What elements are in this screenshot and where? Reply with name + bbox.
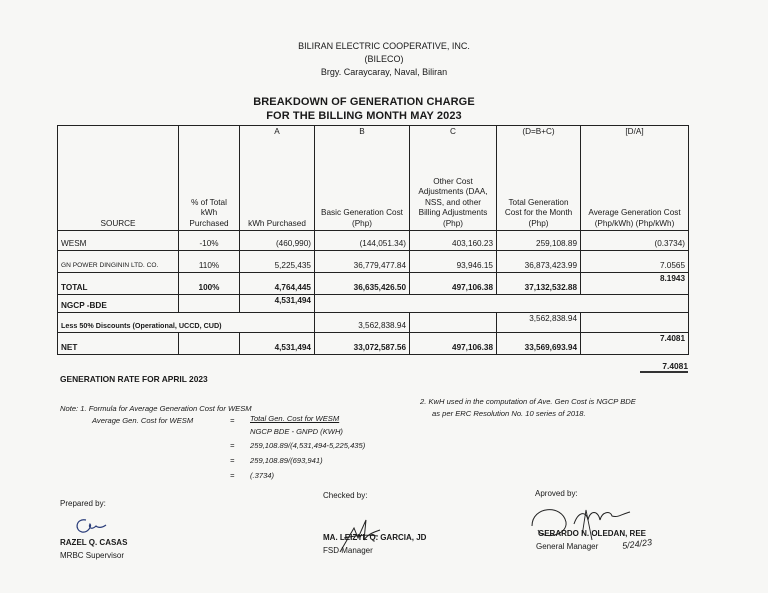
- cell-empty: [315, 295, 689, 313]
- note-1-step-1: 259,108.89/(4,531,494-5,225,435): [250, 441, 366, 450]
- cell-source: Less 50% Discounts (Operational, UCCD, CUD): [58, 313, 315, 333]
- cell-basic: (144,051.34): [315, 231, 410, 251]
- cell-total: 36,873,423.99: [497, 251, 581, 273]
- document-title: BREAKDOWN OF GENERATION CHARGE: [253, 96, 475, 108]
- checked-by-label: Checked by:: [323, 491, 368, 500]
- document-subtitle: FOR THE BILLING MONTH MAY 2023: [266, 110, 462, 122]
- approved-by-name: GERARDO N. OLEDAN, REE: [538, 529, 647, 538]
- approved-by-title: General Manager: [536, 542, 599, 551]
- generation-rate-label: GENERATION RATE FOR APRIL 2023: [60, 374, 208, 384]
- note-1-numerator: Total Gen. Cost for WESM: [250, 414, 340, 423]
- header-total: Total Generation Cost for the Month (Php): [497, 139, 581, 231]
- letter-cell-blank: [179, 126, 240, 231]
- cell-kwh: 4,531,494: [240, 333, 315, 355]
- table-row-ngcp: [58, 295, 689, 313]
- table-row-gnpower: [58, 251, 689, 273]
- checked-by-name: MA. LEIZYL Q. GARCIA, JD: [323, 533, 427, 542]
- header-kwh: kWh Purchased: [240, 139, 315, 231]
- cell-basic: 36,779,477.84: [315, 251, 410, 273]
- checked-by-title: FSD Manager: [323, 546, 373, 555]
- letter-cell-blank: [58, 126, 179, 231]
- cell-other: 497,106.38: [410, 273, 497, 295]
- header-other: Other Cost Adjustments (DAA, NSS, and other Billing Adjustments (Php): [410, 139, 497, 231]
- note-1-denominator: NGCP BDE - GNPD (KWH): [250, 427, 343, 436]
- header-source: SOURCE: [100, 218, 136, 228]
- org-address: Brgy. Caraycaray, Naval, Biliran: [320, 67, 448, 77]
- approved-by-label: Aproved by:: [535, 489, 578, 498]
- header-avg: Average Generation Cost (Php/kWh) (Php/kWh): [581, 139, 689, 231]
- org-abbr: (BILECO): [364, 54, 404, 64]
- cell-source: NGCP -BDE: [58, 295, 179, 313]
- table-row-total: [58, 273, 689, 295]
- cell-source: WESM: [58, 231, 179, 251]
- cell-empty: [581, 313, 689, 333]
- table-row-discount: [58, 313, 689, 333]
- note-1-label: Average Gen. Cost for WESM: [92, 416, 194, 425]
- cell-kwh: 5,225,435: [240, 251, 315, 273]
- cell-avg: 7.0565: [581, 251, 689, 273]
- letter-a: A: [240, 126, 315, 139]
- table-row-wesm: [58, 231, 689, 251]
- cell-pct: 100%: [179, 273, 240, 295]
- cell-kwh: 4,531,494: [240, 295, 315, 313]
- letter-b: B: [315, 126, 410, 139]
- cell-avg: 8.1943: [581, 273, 689, 295]
- cell-kwh: 4,764,445: [240, 273, 315, 295]
- cell-total: 259,108.89: [497, 231, 581, 251]
- letter-da: [D/A]: [581, 126, 689, 139]
- cell-empty: [179, 333, 240, 355]
- cell-avg: (0.3734): [581, 231, 689, 251]
- cell-source: GN POWER DINGININ LTD. CO.: [58, 251, 179, 273]
- cell-source: TOTAL: [58, 273, 179, 295]
- prepared-by-label: Prepared by:: [60, 499, 106, 508]
- cell-empty: [410, 313, 497, 333]
- note-1-step-3: (.3734): [250, 471, 275, 480]
- prepared-by-name: RAZEL Q. CASAS: [60, 538, 128, 547]
- note-1-equals: =: [230, 416, 235, 425]
- cell-total: 33,569,693.94: [497, 333, 581, 355]
- approved-date: 5/24/23: [621, 536, 653, 552]
- cell-empty: [179, 295, 240, 313]
- cell-kwh: (460,990): [240, 231, 315, 251]
- cell-basic: 3,562,838.94: [315, 313, 410, 333]
- header-basic: Basic Generation Cost (Php): [315, 139, 410, 231]
- cell-basic: 36,635,426.50: [315, 273, 410, 295]
- note-1-step-2: 259,108.89/(693,941): [250, 456, 323, 465]
- note-2-line-2: as per ERC Resolution No. 10 series of 2018.: [432, 409, 586, 418]
- cell-total: 3,562,838.94: [497, 313, 581, 333]
- cell-other: 497,106.38: [410, 333, 497, 355]
- generation-charge-table: [57, 125, 689, 355]
- column-letter-row: [58, 126, 689, 139]
- letter-c: C: [410, 126, 497, 139]
- letter-d: (D=B+C): [497, 126, 581, 139]
- note-1-heading: Note: 1. Formula for Average Generation Cost for WESM: [60, 404, 252, 413]
- org-name: BILIRAN ELECTRIC COOPERATIVE, INC.: [298, 41, 470, 51]
- cell-pct: 110%: [179, 251, 240, 273]
- generation-rate-value: 7.4081: [640, 361, 688, 373]
- table-row-net: [58, 333, 689, 355]
- header-pct: % of Total kWh Purchased: [189, 197, 229, 228]
- cell-pct: -10%: [179, 231, 240, 251]
- cell-other: 93,946.15: [410, 251, 497, 273]
- cell-avg: 7.4081: [581, 333, 689, 355]
- cell-source: NET: [58, 333, 179, 355]
- cell-basic: 33,072,587.56: [315, 333, 410, 355]
- prepared-by-title: MRBC Supervisor: [60, 551, 125, 560]
- cell-total: 37,132,532.88: [497, 273, 581, 295]
- note-2-line-1: 2. KwH used in the computation of Ave. Gen Cost is NGCP BDE: [420, 397, 636, 406]
- prepared-signature-icon: [72, 516, 108, 536]
- cell-other: 403,160.23: [410, 231, 497, 251]
